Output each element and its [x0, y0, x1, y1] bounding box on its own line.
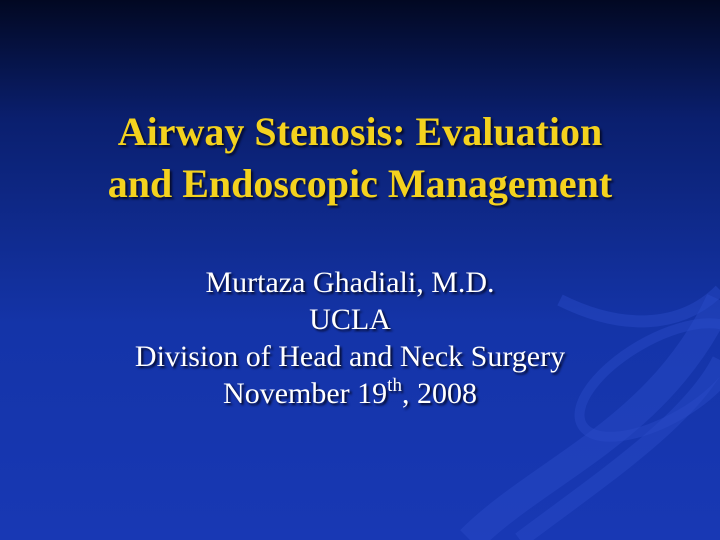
- date-prefix: November 19: [223, 377, 388, 410]
- date-superscript: th: [387, 375, 402, 396]
- title-line-2: and Endoscopic Management: [107, 161, 613, 206]
- title-line-1: Airway Stenosis: Evaluation: [117, 109, 603, 154]
- presenter-name: Murtaza Ghadiali, M.D.: [205, 266, 495, 299]
- division: Division of Head and Neck Surgery: [134, 340, 566, 373]
- presentation-date: [40, 375, 660, 412]
- date-suffix: , 2008: [401, 377, 477, 410]
- slide-title: [40, 106, 680, 210]
- institution: UCLA: [309, 303, 391, 336]
- subtitle-block: [40, 264, 660, 412]
